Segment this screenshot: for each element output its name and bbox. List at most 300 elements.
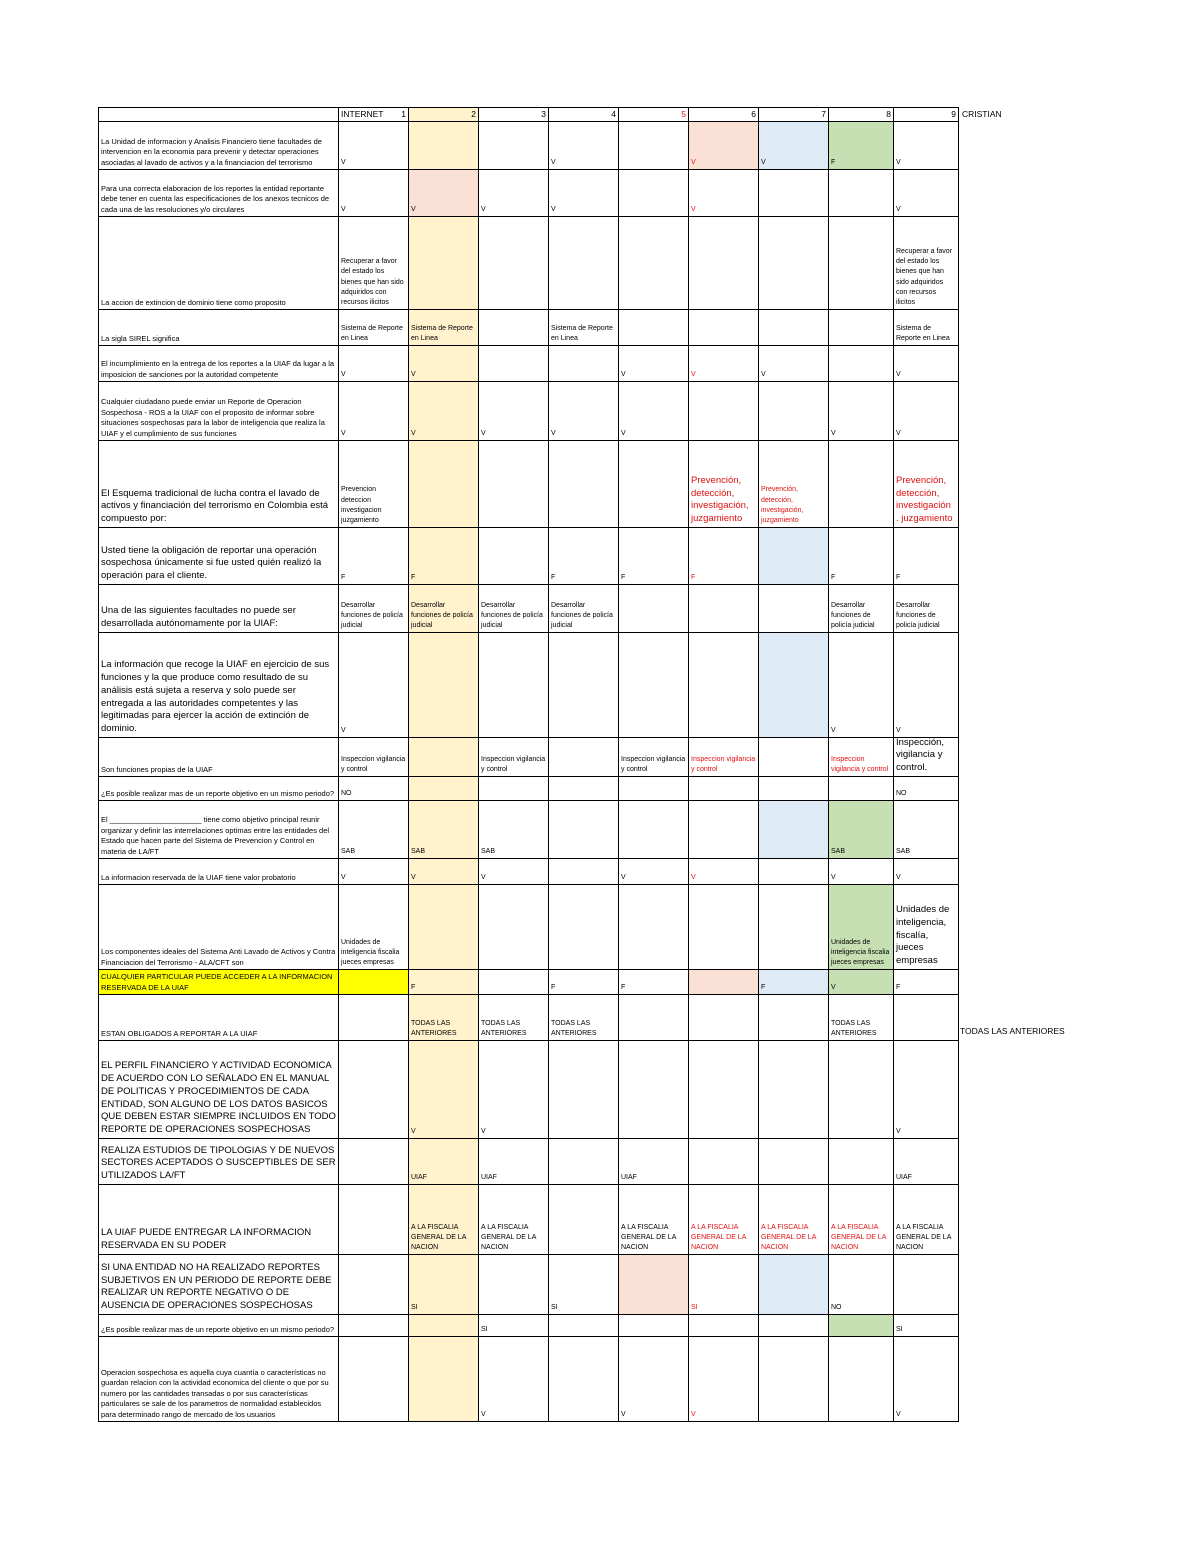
answer-cell-2 (408, 309, 479, 346)
answer-cell-8 (828, 345, 894, 382)
question-text: Una de las siguientes facultades no puede ser desarrollada autónomamente por la UIAF: (101, 605, 296, 630)
answer-text: V (341, 726, 346, 734)
answer-cell-3 (478, 309, 549, 346)
question-cell (98, 527, 339, 585)
question-text: CUALQUIER PARTICULAR PUEDE ACCEDER A LA INFORMACION RESERVADA DE LA UIAF (101, 972, 333, 992)
answer-cell-6 (688, 169, 759, 217)
answer-cell-3 (478, 527, 549, 585)
answer-cell-8 (828, 584, 894, 633)
answer-cell-9 (893, 381, 959, 441)
answer-text: UIAF (481, 1173, 497, 1181)
header-number: 7 (821, 108, 826, 119)
answer-cell-5 (618, 216, 689, 310)
answer-cell-8 (828, 169, 894, 217)
question-text: La informacion reservada de la UIAF tiene valor probatorio (101, 872, 296, 882)
answer-text: TODAS LAS ANTERIORES (831, 1019, 877, 1037)
answer-cell-5 (618, 121, 689, 170)
answer-cell-6 (688, 632, 759, 738)
answer-text: A LA FISCALIA GENERAL DE LA NACION (481, 1223, 536, 1251)
answer-cell-8 (828, 1040, 894, 1139)
answer-cell-8 (828, 121, 894, 170)
question-cell (98, 1254, 339, 1315)
answer-cell-2 (408, 969, 479, 995)
answer-cell-1 (338, 216, 409, 310)
answer-cell-5 (618, 858, 689, 885)
answer-cell-4 (548, 737, 619, 777)
answer-cell-7 (758, 737, 829, 777)
answer-cell-8 (828, 440, 894, 528)
answer-cell-1 (338, 858, 409, 885)
answer-cell-9 (893, 345, 959, 382)
question-text: ESTAN OBLIGADOS A REPORTAR A LA UIAF (101, 1028, 258, 1038)
answer-text: F (831, 573, 836, 581)
answer-text: F (896, 983, 901, 991)
answer-cell-8 (828, 632, 894, 738)
question-text: SI UNA ENTIDAD NO HA REALIZADO REPORTES SUBJETIVOS EN UN PERIODO DE REPORTE DEBE REALIZAR UN REPORTE NEGATIVO O DE AUSENCIA DE OPERACIONES SOSPECHOSAS (101, 1261, 332, 1312)
answer-cell-1 (338, 345, 409, 382)
answer-cell-2 (408, 1040, 479, 1139)
answer-text: V (411, 1127, 416, 1135)
answer-cell-2 (408, 1184, 479, 1255)
answer-cell-1 (338, 527, 409, 585)
answer-text: V (691, 873, 696, 881)
answer-cell-3 (478, 1254, 549, 1315)
answer-cell-7 (758, 632, 829, 738)
answer-cell-7 (758, 1138, 829, 1185)
answer-cell-4 (548, 309, 619, 346)
answer-cell-7 (758, 584, 829, 633)
answer-text: F (341, 573, 346, 581)
answer-text: Recuperar a favor del estado los bienes que han sido adquiridos con recursos ilicitos (341, 258, 404, 306)
answer-cell-5 (618, 632, 689, 738)
answer-cell-8 (828, 800, 894, 859)
answer-cell-3 (478, 1314, 549, 1337)
answer-text: V (691, 1410, 696, 1418)
answer-text: SI (551, 1303, 558, 1311)
answer-text: V (896, 429, 901, 437)
answer-cell-4 (548, 884, 619, 970)
answer-cell-5 (618, 800, 689, 859)
header-cell-5 (618, 107, 689, 122)
answer-text: F (621, 573, 626, 581)
answer-cell-5 (618, 994, 689, 1041)
answer-cell-4 (548, 381, 619, 441)
answer-text: SAB (341, 847, 356, 855)
question-cell (98, 969, 339, 995)
answer-text: V (831, 726, 836, 734)
answer-cell-2 (408, 884, 479, 970)
answer-cell-3 (478, 169, 549, 217)
answer-cell-6 (688, 737, 759, 777)
answer-cell-6 (688, 584, 759, 633)
question-cell (98, 1314, 339, 1337)
answer-cell-9 (893, 1254, 959, 1315)
answer-cell-1 (338, 1254, 409, 1315)
answer-text: Unidades de inteligencia, fiscalía, jueces empresas (896, 903, 950, 967)
answer-cell-8 (828, 884, 894, 970)
answer-cell-8 (828, 527, 894, 585)
answer-cell-5 (618, 1040, 689, 1139)
answer-cell-2 (408, 527, 479, 585)
answer-text: NO (896, 789, 907, 797)
answer-text: V (831, 983, 836, 991)
answer-text: V (621, 1410, 626, 1418)
answer-cell-8 (828, 381, 894, 441)
answer-text: A LA FISCALIA GENERAL DE LA NACION (691, 1223, 746, 1251)
answer-cell-9 (893, 216, 959, 310)
answer-text: Prevención, detección, investigación, juzgamiento (691, 474, 749, 525)
answer-cell-9 (893, 1314, 959, 1337)
answer-cell-4 (548, 216, 619, 310)
question-cell (98, 216, 339, 310)
answer-cell-3 (478, 381, 549, 441)
answer-cell-7 (758, 345, 829, 382)
answer-cell-4 (548, 969, 619, 995)
question-text: La sigla SIREL significa (101, 333, 180, 343)
answer-cell-3 (478, 632, 549, 738)
answer-cell-1 (338, 169, 409, 217)
answer-cell-9 (893, 776, 959, 801)
answer-text: V (621, 429, 626, 437)
answer-cell-5 (618, 345, 689, 382)
answer-cell-6 (688, 309, 759, 346)
answer-cell-9 (893, 632, 959, 738)
answer-text: V (411, 873, 416, 881)
question-text: LA UIAF PUEDE ENTREGAR LA INFORMACION RESERVADA EN SU PODER (101, 1227, 312, 1252)
answer-cell-6 (688, 800, 759, 859)
answer-cell-3 (478, 345, 549, 382)
answer-cell-8 (828, 1254, 894, 1315)
answer-cell-1 (338, 121, 409, 170)
answer-text: V (896, 1127, 901, 1135)
answer-text: V (551, 205, 556, 213)
answer-text: NO (341, 789, 352, 797)
answer-cell-5 (618, 969, 689, 995)
answer-cell-8 (828, 309, 894, 346)
answer-cell-2 (408, 584, 479, 633)
answer-text: A LA FISCALIA GENERAL DE LA NACION (831, 1223, 886, 1251)
answer-cell-9 (893, 884, 959, 970)
question-cell (98, 994, 339, 1041)
answer-cell-9 (893, 1184, 959, 1255)
answer-cell-2 (408, 1314, 479, 1337)
answer-text: V (831, 429, 836, 437)
answer-text: NO (831, 1303, 842, 1311)
answer-cell-7 (758, 858, 829, 885)
answer-text: Sistema de Reporte en Linea (341, 324, 403, 342)
header-number: 4 (611, 108, 616, 119)
answer-text: Inspeccion vigilancia y control (481, 755, 546, 773)
answer-cell-8 (828, 1314, 894, 1337)
answer-text: V (691, 205, 696, 213)
answer-cell-3 (478, 884, 549, 970)
answer-cell-5 (618, 1254, 689, 1315)
answer-cell-6 (688, 1184, 759, 1255)
answer-cell-1 (338, 800, 409, 859)
answer-cell-3 (478, 737, 549, 777)
answer-cell-2 (408, 1336, 479, 1422)
answer-cell-5 (618, 381, 689, 441)
answer-cell-5 (618, 737, 689, 777)
question-cell (98, 121, 339, 170)
answer-text: Inspeccion vigilancia y control (691, 755, 756, 773)
answer-cell-1 (338, 1040, 409, 1139)
answer-cell-7 (758, 1040, 829, 1139)
answer-cell-7 (758, 884, 829, 970)
answer-text: V (896, 1410, 901, 1418)
answer-cell-5 (618, 884, 689, 970)
answer-text: F (831, 158, 836, 166)
answer-cell-4 (548, 994, 619, 1041)
answer-cell-6 (688, 527, 759, 585)
answer-cell-9 (893, 309, 959, 346)
answer-text: V (761, 370, 766, 378)
question-text: La Unidad de informacion y Analisis Financiero tiene facultades de intervencion en la economia para prevenir y detectar operaciones asociadas al lavado de activos y a la financiacion del terrorismo (101, 136, 322, 167)
answer-cell-3 (478, 800, 549, 859)
question-cell (98, 381, 339, 441)
answer-cell-5 (618, 440, 689, 528)
answer-cell-6 (688, 1336, 759, 1422)
answer-text: TODAS LAS ANTERIORES (551, 1019, 597, 1037)
answer-text: F (411, 983, 416, 991)
question-text: Los componentes ideales del Sistema Anti Lavado de Activos y Contra Financiacion del Terrorismo - ALA/CFT son (101, 947, 336, 967)
answer-text: Inspección, vigilancia y control. (896, 737, 945, 774)
answer-cell-1 (338, 1138, 409, 1185)
answer-cell-9 (893, 994, 959, 1041)
answer-cell-5 (618, 527, 689, 585)
answer-cell-9 (893, 1040, 959, 1139)
question-text: Son funciones propias de la UIAF (101, 764, 213, 774)
answer-cell-1 (338, 584, 409, 633)
answer-text: F (551, 573, 556, 581)
answer-text: SAB (411, 847, 426, 855)
answer-text: F (551, 983, 556, 991)
answer-cell-7 (758, 776, 829, 801)
answer-cell-8 (828, 969, 894, 995)
answer-cell-7 (758, 169, 829, 217)
answer-cell-1 (338, 776, 409, 801)
answer-cell-4 (548, 1138, 619, 1185)
answer-cell-6 (688, 121, 759, 170)
answer-cell-7 (758, 381, 829, 441)
question-cell (98, 632, 339, 738)
answer-cell-2 (408, 737, 479, 777)
answer-text: F (896, 573, 901, 581)
answer-cell-3 (478, 121, 549, 170)
answer-text: F (621, 983, 626, 991)
header-blank-cell (98, 107, 339, 122)
answer-text: Sistema de Reporte en Linea (896, 324, 950, 342)
answer-cell-4 (548, 1314, 619, 1337)
answer-cell-7 (758, 121, 829, 170)
answer-cell-8 (828, 1184, 894, 1255)
answer-cell-6 (688, 345, 759, 382)
overflow-answer-text: TODAS LAS ANTERIORES (960, 1026, 1065, 1036)
answer-text: V (341, 429, 346, 437)
question-cell (98, 1040, 339, 1139)
answer-text: Desarrollar funciones de policía judicial (831, 601, 875, 629)
answer-cell-2 (408, 440, 479, 528)
answer-text: V (411, 370, 416, 378)
answer-cell-9 (893, 800, 959, 859)
answer-text: V (896, 873, 901, 881)
answer-cell-2 (408, 169, 479, 217)
answer-cell-1 (338, 969, 409, 995)
answer-text: Desarrollar funciones de policía judicial (481, 601, 543, 629)
question-text: El incumplimiento en la entrega de los reportes a la UIAF da lugar a la imposicion de sanciones por la autoridad competente (101, 359, 335, 379)
answer-text: Inspeccion vigilancia y control (621, 755, 686, 773)
answer-cell-7 (758, 1314, 829, 1337)
header-label: INTERNET (341, 108, 384, 119)
answer-cell-4 (548, 345, 619, 382)
question-cell (98, 169, 339, 217)
answer-text: V (341, 158, 346, 166)
answer-text: UIAF (621, 1173, 637, 1181)
answer-cell-3 (478, 1040, 549, 1139)
answer-text: A LA FISCALIA GENERAL DE LA NACION (411, 1223, 466, 1251)
answer-text: V (481, 873, 486, 881)
answer-text: Sistema de Reporte en Linea (411, 324, 473, 342)
header-cell-1 (338, 107, 409, 122)
answer-text: V (761, 158, 766, 166)
answer-text: Inspeccion vigilancia y control (831, 755, 889, 773)
answer-cell-4 (548, 800, 619, 859)
answer-cell-5 (618, 309, 689, 346)
answer-cell-2 (408, 994, 479, 1041)
answer-cell-4 (548, 1336, 619, 1422)
answer-cell-4 (548, 440, 619, 528)
answer-cell-8 (828, 776, 894, 801)
answer-cell-7 (758, 969, 829, 995)
answer-text: V (481, 1410, 486, 1418)
answer-text: SAB (481, 847, 496, 855)
answer-text: SAB (831, 847, 846, 855)
question-text: Cualquier ciudadano puede enviar un Reporte de Operacion Sospechosa - ROS a la UIAF con el proposito de informar sobre situaciones sospechosas para la labor de inteligencia que realiza la UIAF y el cumplimiento de sus funciones (101, 397, 325, 438)
answer-cell-5 (618, 1314, 689, 1337)
question-cell (98, 1336, 339, 1422)
answer-cell-4 (548, 121, 619, 170)
answer-cell-8 (828, 737, 894, 777)
answer-cell-6 (688, 440, 759, 528)
answer-cell-6 (688, 1040, 759, 1139)
header-number: 5 (681, 108, 686, 119)
answer-text: Desarrollar funciones de policía judicial (896, 601, 940, 629)
answer-cell-1 (338, 440, 409, 528)
answer-text: Unidades de inteligencia fiscalia jueces empresas (831, 938, 890, 966)
answer-text: SI (691, 1303, 698, 1311)
answer-cell-7 (758, 1254, 829, 1315)
question-text: Usted tiene la obligación de reportar una operación sospechosa únicamente si fue usted quién realizó la operación para el cliente. (101, 544, 322, 582)
answer-text: V (691, 158, 696, 166)
answer-text: UIAF (896, 1173, 912, 1181)
answer-text: Sistema de Reporte en Linea (551, 324, 613, 342)
answer-text: SI (481, 1325, 488, 1333)
answer-cell-2 (408, 121, 479, 170)
header-number: 6 (751, 108, 756, 119)
answer-text: V (691, 370, 696, 378)
answer-text: Prevención, detección, investigación . juzgamiento (896, 474, 953, 525)
answer-cell-9 (893, 169, 959, 217)
answer-cell-8 (828, 994, 894, 1041)
question-cell (98, 584, 339, 633)
answer-cell-9 (893, 440, 959, 528)
answer-cell-7 (758, 309, 829, 346)
header-cell-4 (548, 107, 619, 122)
header-number: 1 (401, 108, 406, 119)
answer-cell-1 (338, 737, 409, 777)
answer-cell-2 (408, 776, 479, 801)
answer-cell-9 (893, 121, 959, 170)
answer-text: V (831, 873, 836, 881)
header-cell-2 (408, 107, 479, 122)
answer-cell-2 (408, 216, 479, 310)
answer-text: V (551, 429, 556, 437)
answer-cell-5 (618, 169, 689, 217)
question-text: EL PERFIL FINANCIERO Y ACTIVIDAD ECONOMICA DE ACUERDO CON LO SEÑALADO EN EL MANUAL DE POLITICAS Y PROCEDIMIENTOS DE CADA ENTIDAD, SON ALGUNO DE LOS DATOS BASICOS QUE DEBEN ESTAR SIEMPRE INCLUIDOS EN TODO REPORTE DE OPERACIONES SOSPECHOSAS (101, 1060, 336, 1136)
answer-cell-7 (758, 1336, 829, 1422)
question-cell (98, 309, 339, 346)
answer-cell-2 (408, 1254, 479, 1315)
answer-text: V (411, 205, 416, 213)
answer-text: A LA FISCALIA GENERAL DE LA NACION (621, 1223, 676, 1251)
answer-cell-5 (618, 584, 689, 633)
question-cell (98, 1184, 339, 1255)
answer-cell-7 (758, 216, 829, 310)
answer-cell-4 (548, 1184, 619, 1255)
answer-cell-3 (478, 858, 549, 885)
answer-text: V (481, 1127, 486, 1135)
answer-cell-6 (688, 381, 759, 441)
answer-cell-9 (893, 1138, 959, 1185)
answer-cell-6 (688, 969, 759, 995)
answer-text: V (411, 429, 416, 437)
answer-cell-2 (408, 858, 479, 885)
question-cell (98, 1138, 339, 1185)
answer-cell-1 (338, 1314, 409, 1337)
answer-cell-8 (828, 216, 894, 310)
answer-cell-9 (893, 584, 959, 633)
header-number: 8 (886, 108, 891, 119)
answer-cell-7 (758, 800, 829, 859)
answer-cell-9 (893, 1336, 959, 1422)
answer-cell-6 (688, 858, 759, 885)
answer-text: V (481, 205, 486, 213)
answer-cell-7 (758, 527, 829, 585)
answer-cell-6 (688, 1254, 759, 1315)
answer-cell-9 (893, 527, 959, 585)
answer-cell-5 (618, 776, 689, 801)
answer-cell-3 (478, 994, 549, 1041)
question-text: Para una correcta elaboracion de los reportes la entidad reportante debe tener en cuenta las especificaciones de los anexos tecnicos de cada una de las resoluciones y/o circulares (101, 183, 330, 214)
answer-cell-9 (893, 737, 959, 777)
answer-cell-4 (548, 584, 619, 633)
answer-cell-9 (893, 858, 959, 885)
answer-text: V (896, 370, 901, 378)
answer-text: A LA FISCALIA GENERAL DE LA NACION (761, 1223, 816, 1251)
answer-text: A LA FISCALIA GENERAL DE LA NACION (896, 1223, 951, 1251)
answer-text: V (621, 370, 626, 378)
question-cell (98, 884, 339, 970)
question-text: ¿Es posible realizar mas de un reporte objetivo en un mismo periodo? (101, 788, 335, 798)
answer-cell-7 (758, 994, 829, 1041)
answer-cell-2 (408, 632, 479, 738)
question-cell (98, 440, 339, 528)
answer-cell-6 (688, 1314, 759, 1337)
question-text: ¿Es posible realizar mas de un reporte objetivo en un mismo periodo? (101, 1324, 335, 1334)
question-text: La información que recoge la UIAF en ejercicio de sus funciones y la que produce como resultado de su análisis está sujeta a reserva y solo puede ser entregada a las autoridades competentes y las legitimadas para ejercer la acción de extinción de dominio. (101, 659, 330, 735)
answer-cell-3 (478, 440, 549, 528)
answer-text: V (896, 158, 901, 166)
